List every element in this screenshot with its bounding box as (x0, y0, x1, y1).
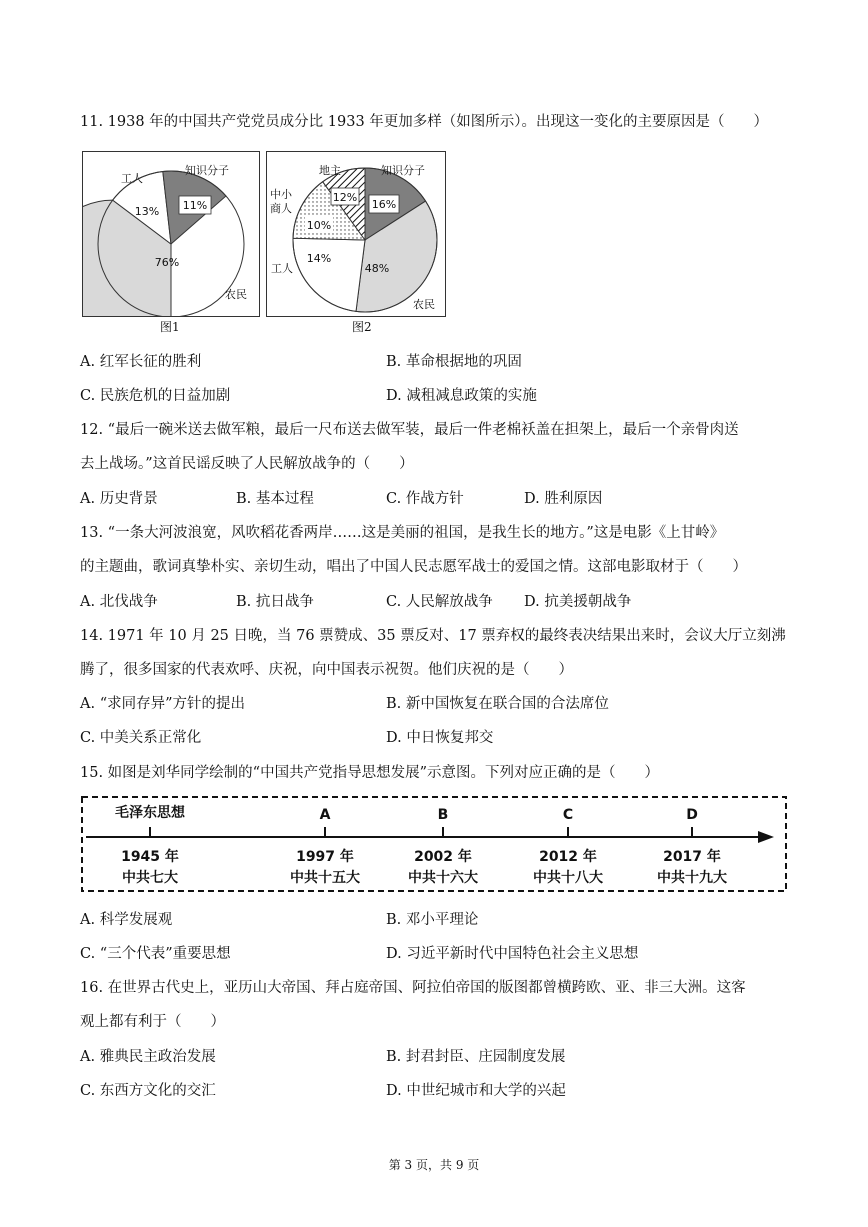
pie-chart-1938 (267, 152, 445, 316)
pie-chart-1933 (83, 152, 259, 316)
q16-option-d[interactable]: D. 中世纪城市和大学的兴起 (386, 1083, 566, 1099)
timeline-year-0: 1945 年 (121, 849, 179, 865)
timeline-top-label-2: B (437, 807, 449, 823)
label-fig1-peasants-value: 76% (154, 256, 180, 269)
q15-option-a[interactable]: A. 科学发展观 (80, 912, 173, 928)
timeline-year-2: 2002 年 (414, 849, 472, 865)
q12-stem-line2: 去上战场。”这首民谣反映了人民解放战争的（ ） (80, 456, 414, 472)
timeline-congress-3: 中共十八大 (533, 870, 603, 886)
q15-stem: 15. 如图是刘华同学绘制的“中国共产党指导思想发展”示意图。下列对应正确的是（ ） (80, 765, 659, 781)
q13-option-a[interactable]: A. 北伐战争 (80, 594, 158, 610)
q15-option-b[interactable]: B. 邓小平理论 (386, 912, 479, 928)
label-fig2-workers: 工人 (271, 262, 293, 275)
timeline-year-3: 2012 年 (539, 849, 597, 865)
q12-option-c[interactable]: C. 作战方针 (386, 491, 464, 507)
q13-option-b[interactable]: B. 抗日战争 (236, 594, 314, 610)
q13-option-c[interactable]: C. 人民解放战争 (386, 594, 493, 610)
label-fig1-intellectuals: 知识分子 (185, 164, 229, 177)
q14-option-b[interactable]: B. 新中国恢复在联合国的合法席位 (386, 696, 609, 712)
label-fig1-intellectuals-value: 11% (182, 199, 208, 212)
q11-option-d[interactable]: D. 减租减息政策的实施 (386, 388, 537, 404)
q14-stem-line2: 腾了，很多国家的代表欢呼、庆祝，向中国表示祝贺。他们庆祝的是（ ） (80, 662, 573, 678)
q12-option-a[interactable]: A. 历史背景 (80, 491, 158, 507)
q16-stem-line1: 16. 在世界古代史上，亚历山大帝国、拜占庭帝国、阿拉伯帝国的版图都曾横跨欧、亚、非三大洲。这客 (80, 980, 746, 996)
timeline-congress-0: 中共七大 (122, 870, 178, 886)
timeline-svg (80, 795, 788, 893)
q11-option-b[interactable]: B. 革命根据地的巩固 (386, 354, 522, 370)
arrow-head (758, 831, 774, 843)
label-fig2-intellectuals: 知识分子 (381, 164, 425, 177)
q11-figure2 (266, 151, 446, 317)
label-fig1-peasants: 农民 (225, 288, 247, 301)
q11-option-c[interactable]: C. 民族危机的日益加剧 (80, 388, 231, 404)
label-fig2-workers-value: 14% (306, 252, 332, 265)
label-fig2-peasants: 农民 (413, 298, 435, 311)
timeline-top-label-4: D (686, 807, 698, 823)
page-footer: 第 3 页，共 9 页 (388, 1158, 480, 1172)
q16-option-a[interactable]: A. 雅典民主政治发展 (80, 1049, 216, 1065)
q15-option-d[interactable]: D. 习近平新时代中国特色社会主义思想 (386, 946, 639, 962)
label-fig2-landlords-value: 12% (332, 191, 358, 204)
label-fig1-workers-value: 13% (134, 205, 160, 218)
q12-stem-line1: 12. “最后一碗米送去做军粮，最后一尺布送去做军装，最后一件老棉袄盖在担架上，最后一个亲骨肉送 (80, 422, 739, 438)
label-fig2-merchants-value: 10% (306, 219, 332, 232)
label-fig2-landlords: 地主 (319, 164, 341, 177)
label-fig2-merchants-line2: 商人 (270, 202, 292, 215)
timeline-top-label-3: C (562, 807, 574, 823)
q11-figure1 (82, 151, 260, 317)
q15-option-c[interactable]: C. “三个代表”重要思想 (80, 946, 231, 962)
q16-option-c[interactable]: C. 东西方文化的交汇 (80, 1083, 216, 1099)
q13-option-d[interactable]: D. 抗美援朝战争 (524, 594, 632, 610)
q11-option-a[interactable]: A. 红军长征的胜利 (80, 354, 202, 370)
timeline-year-4: 2017 年 (663, 849, 721, 865)
label-fig2-intellectuals-value: 16% (371, 198, 397, 211)
label-fig2-peasants-value: 48% (364, 262, 390, 275)
q11-fig2-caption: 图2 (352, 320, 372, 334)
q14-option-a[interactable]: A. “求同存异”方针的提出 (80, 696, 246, 712)
q13-stem-line1: 13. “一条大河波浪宽，风吹稻花香两岸……这是美丽的祖国，是我生长的地方。”这是电影《上甘岭》 (80, 525, 725, 541)
q16-option-b[interactable]: B. 封君封臣、庄园制度发展 (386, 1049, 566, 1065)
q12-option-d[interactable]: D. 胜利原因 (524, 491, 603, 507)
q14-option-c[interactable]: C. 中美关系正常化 (80, 730, 202, 746)
timeline-top-label-0: 毛泽东思想 (115, 805, 185, 821)
label-fig2-merchants-line1: 中小 (270, 188, 292, 201)
q11-stem: 11. 1938 年的中国共产党党员成分比 1933 年更加多样（如图所示）。出现这一变化的主要原因是（ ） (80, 114, 769, 130)
q16-stem-line2: 观上都有利于（ ） (80, 1014, 225, 1030)
timeline-congress-2: 中共十六大 (408, 870, 478, 886)
timeline-congress-1: 中共十五大 (290, 870, 360, 886)
timeline-year-1: 1997 年 (296, 849, 354, 865)
q15-timeline-diagram (80, 795, 788, 893)
slice-workers-2 (293, 238, 365, 311)
label-fig1-workers: 工人 (121, 172, 143, 185)
q13-stem-line2: 的主题曲，歌词真挚朴实、亲切生动，唱出了中国人民志愿军战士的爱国之情。这部电影取材于（ ） (80, 559, 747, 575)
q14-stem-line1: 14. 1971 年 10 月 25 日晚，当 76 票赞成、35 票反对、17 票弃权的最终表决结果出来时，会议大厅立刻沸 (80, 628, 786, 644)
q11-fig1-caption: 图1 (160, 320, 180, 334)
q14-option-d[interactable]: D. 中日恢复邦交 (386, 730, 494, 746)
timeline-top-label-1: A (319, 807, 331, 823)
timeline-congress-4: 中共十九大 (657, 870, 727, 886)
q12-option-b[interactable]: B. 基本过程 (236, 491, 314, 507)
